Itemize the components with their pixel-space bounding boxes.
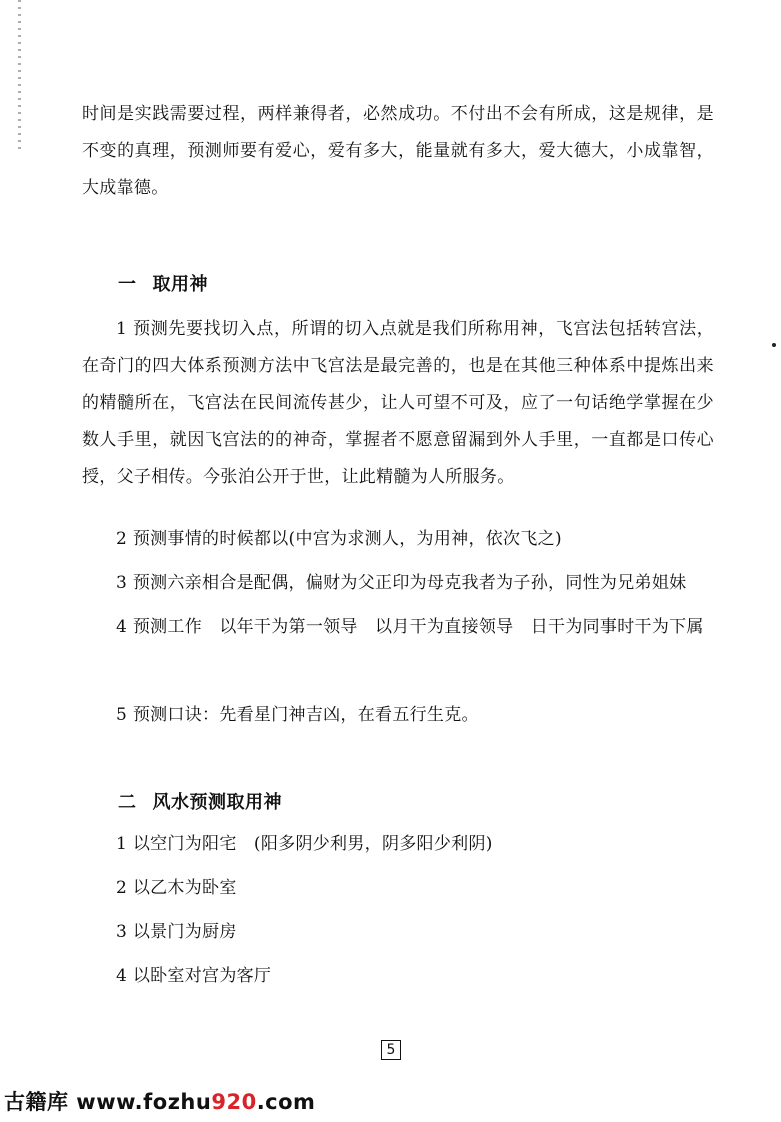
section1-item-4: 4 预测工作 以年干为第一领导 以月干为直接领导 日干为同事时干为下属 (116, 617, 704, 637)
section-heading-1 (118, 270, 208, 296)
section-title: 取用神 (152, 274, 208, 295)
section-title: 风水预测取用神 (152, 792, 282, 813)
section2-item-4: 4 以卧室对宫为客厅 (116, 966, 272, 986)
section2-item-2: 2 以乙木为卧室 (116, 878, 237, 898)
watermark-prefix: 古籍库 www.fozhu (4, 1090, 212, 1114)
intro-paragraph: 时间是实践需要过程，两样兼得者，必然成功。不付出不会有所成，这是规律，是不变的真理，预测师要有爱心，爱有多大，能量就有多大，爱大德大，小成靠智，大成靠德。 (82, 104, 714, 198)
section2-item-3: 3 以景门为厨房 (116, 922, 237, 942)
scan-edge-marks (18, 0, 21, 150)
scan-speck (772, 343, 776, 347)
section1-item-1: 1 预测先要找切入点，所谓的切入点就是我们所称用神，飞宫法包括转宫法，在奇门的四大体系预测方法中飞宫法是最完善的，也是在其他三种体系中提炼出来的精髓所在，飞宫法在民间流传甚少，让人可望不可及，应了一句话绝学掌握在少数人手里，就因飞宫法的的神奇，掌握者不愿意留漏到外人手里，一直都是口传心授，父子相传。今张泊公开于世，让此精髓为人所服务。 (82, 319, 714, 487)
section1-item-3: 3 预测六亲相合是配偶，偏财为父正印为母克我者为子孙，同性为兄弟姐妹 (116, 573, 687, 593)
section-number: 二 (118, 792, 137, 813)
section1-item-2: 2 预测事情的时候都以(中宫为求测人，为用神，依次飞之) (116, 529, 562, 549)
watermark-highlight: 920 (211, 1090, 257, 1114)
site-watermark (4, 1086, 315, 1116)
section1-item-5: 5 预测口诀：先看星门神吉凶，在看五行生克。 (116, 705, 479, 725)
section2-item-1: 1 以空门为阳宅 (阳多阴少利男，阴多阳少利阴) (116, 834, 493, 854)
section-heading-2 (118, 788, 282, 814)
section-number: 一 (118, 274, 137, 295)
page-number: 5 (381, 1040, 401, 1060)
watermark-suffix: .com (256, 1090, 316, 1114)
